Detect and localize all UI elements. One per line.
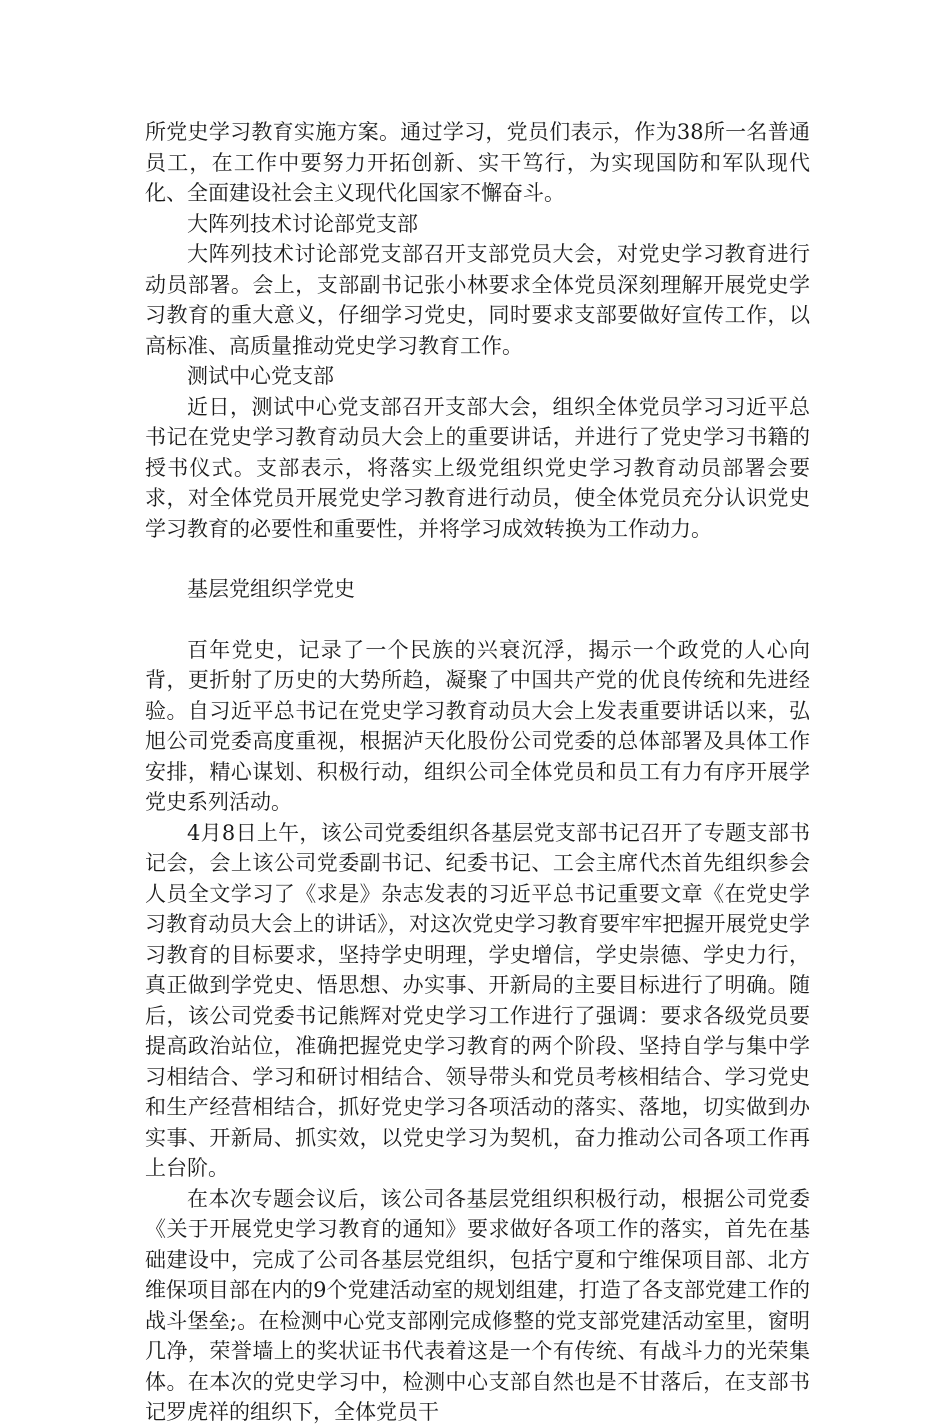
section-heading-grassroots-party-history: 基层党组织学党史 <box>187 577 355 601</box>
paragraph-test-center-branch: 近日，测试中心党支部召开支部大会，组织全体党员学习习近平总书记在党史学习教育动员大会上的重要讲话，并进行了党史学习书籍的授书仪式。支部表示，将落实上级党组织党史学习教育动员部署会要求，对全体党员开展党史学习教育进行动员，使全体党员充分认识党史学习教育的必要性和重要性，并将学习成效转换为工作动力。 <box>145 394 810 541</box>
section-heading-array-tech-branch: 大阵列技术讨论部党支部 <box>187 211 418 236</box>
paragraph-after-meeting: 在本次专题会议后，该公司各基层党组织积极行动，根据公司党委《关于开展党史学习教育的通知》要求做好各项工作的落实，首先在基础建设中，完成了公司各基层党组织，包括宁夏和宁维保项目部、北方维保项目部在内的9个党建活动室的规划组建，打造了各支部党建工作的战斗堡垒;。在检测中心党支部刚完成修整的党支部党建活动室里，窗明几净，荣誉墙上的奖状证书代表着这是一个有传统、有战斗力的光荣集体。在本次的党史学习中，检测中心支部自然也是不甘落后，在支部书记罗虎祥的组织下，全体党员干 <box>145 1186 810 1424</box>
document-page <box>145 117 810 1428</box>
section-heading-test-center-branch: 测试中心党支部 <box>187 364 334 388</box>
paragraph-april-meeting: 4月8日上午，该公司党委组织各基层党支部书记召开了专题支部书记会，会上该公司党委副书记、纪委书记、工会主席代杰首先组织参会人员全文学习了《求是》杂志发表的习近平总书记重要文章《在党史学习教育动员大会上的讲话》，对这次党史学习教育要牢牢把握开展党史学习教育的目标要求，坚持学史明理，学史增信，学史崇德、学史力行，真正做到学党史、悟思想、办实事、开新局的主要目标进行了明确。随后，该公司党委书记熊辉对党史学习工作进行了强调：要求各级党员要提高政治站位，准确把握党史学习教育的两个阶段、坚持自学与集中学习相结合、学习和研讨相结合、领导带头和党员考核相结合、学习党史和生产经营相结合，抓好党史学习各项活动的落实、落地，切实做到办实事、开新局、抓实效，以党史学习为契机，奋力推动公司各项工作再上台阶。 <box>145 820 810 1180</box>
paragraph-centennial-history: 百年党史，记录了一个民族的兴衰沉浮，揭示一个政党的人心向背，更折射了历史的大势所趋，凝聚了中国共产党的优良传统和先进经验。自习近平总书记在党史学习教育动员大会上发表重要讲话以来，弘旭公司党委高度重视，根据泸天化股份公司党委的总体部署及具体工作安排，精心谋划、积极行动，组织公司全体党员和员工有力有序开展学党史系列活动。 <box>145 637 810 814</box>
paragraph-array-tech-branch: 大阵列技术讨论部党支部召开支部党员大会，对党史学习教育进行动员部署。会上，支部副书记张小林要求全体党员深刻理解开展党史学习教育的重大意义，仔细学习党史，同时要求支部要做好宣传工作，以高标准、高质量推动党史学习教育工作。 <box>145 242 810 358</box>
paragraph-intro-continuation: 所党史学习教育实施方案。通过学习，党员们表示，作为38所一名普通员工，在工作中要努力开拓创新、实干笃行，为实现国防和军队现代化、全面建设社会主义现代化国家不懈奋斗。 <box>145 120 810 205</box>
